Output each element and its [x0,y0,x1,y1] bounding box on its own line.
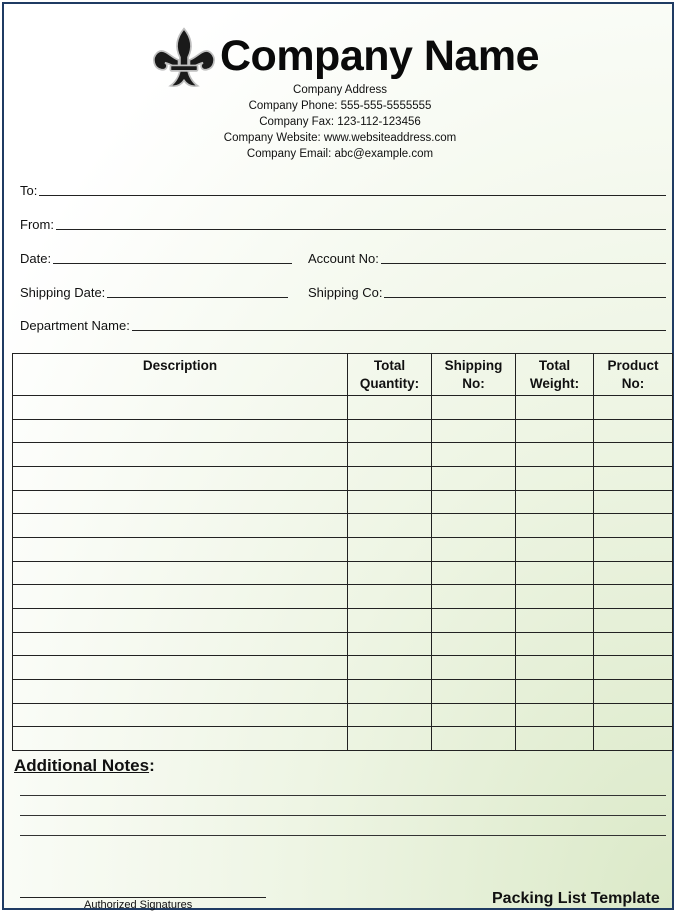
table-cell[interactable] [516,703,594,727]
table-cell[interactable] [516,727,594,751]
company-address: Company Address [293,84,387,96]
table-cell[interactable] [13,561,348,585]
table-row [13,703,673,727]
table-cell[interactable] [348,490,432,514]
table-cell[interactable] [348,443,432,467]
table-cell[interactable] [594,514,673,538]
table-cell[interactable] [594,561,673,585]
table-cell[interactable] [13,727,348,751]
table-row [13,679,673,703]
table-cell[interactable] [13,608,348,632]
table-cell[interactable] [348,419,432,443]
table-cell[interactable] [594,679,673,703]
table-row [13,466,673,490]
table-row [13,608,673,632]
table-cell[interactable] [594,537,673,561]
column-header-product-no: Product No: [594,354,673,396]
table-cell[interactable] [13,537,348,561]
table-cell[interactable] [516,443,594,467]
column-header-description: Description [13,354,348,396]
table-cell[interactable] [432,608,516,632]
table-cell[interactable] [594,419,673,443]
company-phone: Company Phone: 555-555-5555555 [248,100,432,112]
table-cell[interactable] [13,679,348,703]
table-header-row [13,354,673,396]
table-cell[interactable] [516,632,594,656]
date-line [53,262,292,264]
table-row [13,490,673,514]
company-name: Company Name [220,32,539,80]
shipping-co-line [384,296,666,298]
date-field[interactable] [20,251,292,266]
date-label: Date: [20,251,52,266]
account-no-label: Account No: [308,251,379,266]
table-cell[interactable] [516,537,594,561]
table-cell[interactable] [13,419,348,443]
table-cell[interactable] [348,466,432,490]
table-cell[interactable] [348,727,432,751]
note-line[interactable] [20,794,666,796]
signature-line[interactable] [20,896,266,898]
table-cell[interactable] [594,466,673,490]
items-table-body [13,396,673,751]
table-cell[interactable] [516,656,594,680]
table-cell[interactable] [432,727,516,751]
from-field[interactable] [20,217,666,232]
column-header-total-quantity: Total Quantity: [348,354,432,396]
to-field[interactable] [20,183,666,198]
table-row [13,727,673,751]
shipping-date-line [107,296,288,298]
table-cell[interactable] [432,537,516,561]
from-line [56,228,666,230]
table-cell[interactable] [13,656,348,680]
to-line [39,194,666,196]
table-cell[interactable] [348,585,432,609]
table-cell[interactable] [594,490,673,514]
table-cell[interactable] [594,608,673,632]
table-cell[interactable] [348,679,432,703]
table-cell[interactable] [348,396,432,420]
note-line[interactable] [20,834,666,836]
column-header-shipping-no: Shipping No: [432,354,516,396]
account-no-field[interactable] [308,251,666,266]
table-row [13,656,673,680]
table-cell[interactable] [348,608,432,632]
table-cell[interactable] [432,656,516,680]
table-row [13,585,673,609]
table-cell[interactable] [594,396,673,420]
table-row [13,514,673,538]
column-header-total-weight: Total Weight: [516,354,594,396]
table-row [13,396,673,420]
table-cell[interactable] [348,703,432,727]
table-cell[interactable] [432,419,516,443]
table-cell[interactable] [594,703,673,727]
table-row [13,537,673,561]
table-cell[interactable] [348,561,432,585]
table-cell[interactable] [13,632,348,656]
table-cell[interactable] [432,396,516,420]
table-cell[interactable] [348,514,432,538]
account-no-line [381,262,666,264]
table-cell[interactable] [432,679,516,703]
shipping-date-label: Shipping Date: [20,285,106,300]
packing-list-page [2,2,674,910]
table-cell[interactable] [13,396,348,420]
table-cell[interactable] [348,656,432,680]
company-fax: Company Fax: 123-112-123456 [259,116,421,128]
table-cell[interactable] [516,419,594,443]
table-cell[interactable] [516,466,594,490]
table-cell[interactable] [432,703,516,727]
table-cell[interactable] [594,443,673,467]
table-cell[interactable] [432,466,516,490]
signature-label: Authorized Signatures [84,899,193,911]
table-cell[interactable] [348,632,432,656]
table-cell[interactable] [516,608,594,632]
shipping-date-field[interactable] [20,285,288,300]
table-row [13,632,673,656]
shipping-co-field[interactable] [308,285,666,300]
table-cell[interactable] [516,679,594,703]
table-cell[interactable] [13,703,348,727]
table-cell[interactable] [594,585,673,609]
department-name-field[interactable] [20,318,666,333]
table-cell[interactable] [432,514,516,538]
table-cell[interactable] [13,490,348,514]
table-cell[interactable] [432,490,516,514]
table-cell[interactable] [13,514,348,538]
table-cell[interactable] [432,585,516,609]
table-cell[interactable] [432,561,516,585]
table-row [13,443,673,467]
table-row [13,561,673,585]
template-title: Packing List Template [492,890,660,907]
department-name-line [132,329,666,331]
additional-notes-title: Additional Notes: [14,756,155,775]
table-cell[interactable] [594,656,673,680]
company-email: Company Email: abc@example.com [246,148,434,160]
table-cell[interactable] [594,727,673,751]
table-cell[interactable] [516,514,594,538]
table-cell[interactable] [432,632,516,656]
table-cell[interactable] [432,443,516,467]
items-table [12,353,673,751]
table-cell[interactable] [13,466,348,490]
table-cell[interactable] [13,443,348,467]
table-cell[interactable] [516,561,594,585]
table-row [13,419,673,443]
from-label: From: [20,217,54,232]
table-cell[interactable] [348,537,432,561]
to-label: To: [20,183,38,198]
company-website: Company Website: www.websiteaddress.com [223,132,457,144]
note-line[interactable] [20,814,666,816]
table-cell[interactable] [516,396,594,420]
department-name-label: Department Name: [20,318,130,333]
table-cell[interactable] [594,632,673,656]
table-cell[interactable] [13,585,348,609]
table-cell[interactable] [516,490,594,514]
shipping-co-label: Shipping Co: [308,285,383,300]
table-cell[interactable] [516,585,594,609]
